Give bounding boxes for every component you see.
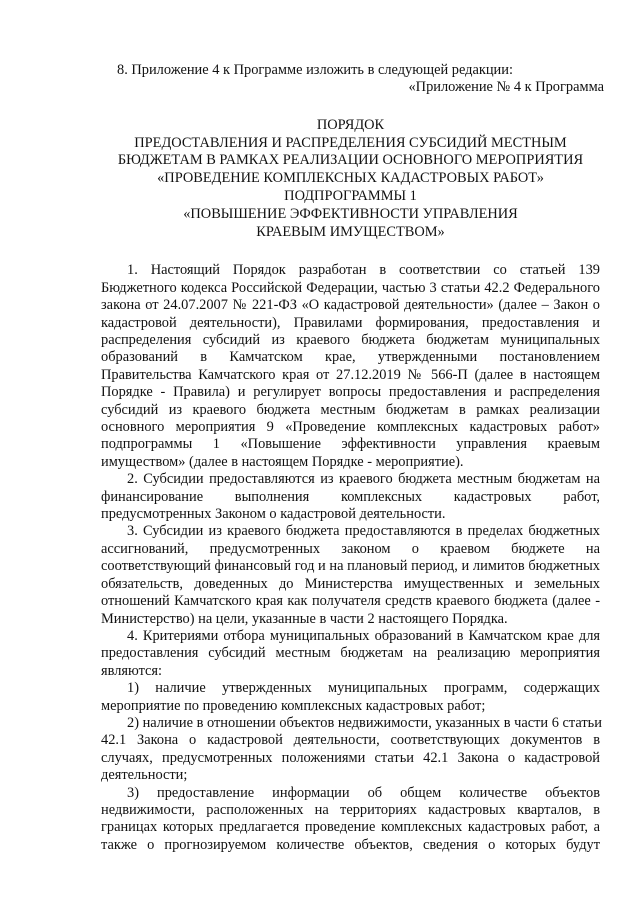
paragraph-line: 42.1 Закона о кадастровой деятельности, соответствующих документов в (101, 732, 600, 749)
paragraph (101, 715, 600, 785)
paragraph-line: имуществом» (далее в настоящем Порядке - мероприятие). (101, 453, 464, 470)
paragraph-line: Порядке - Правила) и регулирует вопросы предоставления и распределения (101, 384, 600, 401)
title-line: «ПРОВЕДЕНИЕ КОМПЛЕКСНЫХ КАДАСТРОВЫХ РАБОТ» (157, 170, 544, 187)
appendix-heading: «Приложение № 4 к Программа (408, 79, 604, 96)
title-line: КРАЕВЫМ ИМУЩЕСТВОМ» (256, 223, 445, 240)
paragraph-line: обязательств, доведенных до Министерства имущественных и земельных (101, 575, 600, 592)
paragraph-line: образований в Камчатском крае, утвержденными постановлением (101, 349, 600, 366)
paragraph (101, 785, 600, 855)
paragraph-line: деятельности; (101, 767, 188, 784)
paragraph-line: финансирование выполнения комплексных кадастровых работ, (101, 488, 600, 505)
paragraph-line: соответствующий финансовый год и на плановый период, и лимитов бюджетных (101, 558, 600, 575)
paragraph-line: отношений Камчатского края как получателя средств краевого бюджета (далее - (101, 593, 600, 610)
paragraph-line: закона от 24.07.2007 № 221-ФЗ «О кадастровой деятельности» (далее – Закон о (101, 297, 600, 314)
document-title (101, 117, 600, 242)
paragraph-line: случаях, предусмотренных положениями статьи 42.1 Закона о кадастровой (101, 749, 600, 766)
paragraph-line: 1. Настоящий Порядок разработан в соответствии со статьей 139 (127, 262, 600, 279)
paragraph-line: мероприятие по проведению комплексных кадастровых работ; (101, 697, 486, 714)
title-line: БЮДЖЕТАМ В РАМКАХ РЕАЛИЗАЦИИ ОСНОВНОГО МЕРОПРИЯТИЯ (117, 152, 584, 169)
title-line: ПОДПРОГРАММЫ 1 (284, 188, 417, 204)
paragraph (101, 262, 600, 471)
paragraph-line: 4. Критериями отбора муниципальных образований в Камчатском крае для (127, 627, 600, 644)
paragraph-line: кадастровой деятельности), Правилами формирования, предоставления и (101, 314, 600, 331)
document-body (101, 262, 600, 854)
title-line: ПОРЯДОК (316, 116, 385, 133)
paragraph-line: Министерство) на цели, указанные в части 2 настоящего Порядка. (101, 610, 508, 627)
paragraph-line: 3) предоставление информации об общем количестве объектов (127, 784, 600, 801)
title-line: «ПОВЫШЕНИЕ ЭФФЕКТИВНОСТИ УПРАВЛЕНИЯ (183, 205, 518, 222)
paragraph-line: распределения субсидий из краевого бюджета бюджетам муниципальных (101, 332, 600, 349)
paragraph-line: 1) наличие утвержденных муниципальных программ, содержащих (127, 680, 600, 697)
paragraph-line: основного мероприятия 9 «Проведение комплексных кадастровых работ» (101, 419, 600, 436)
paragraph-line: подпрограммы 1 «Повышение эффективности управления краевым (101, 436, 600, 453)
paragraph-line: Правительства Камчатского края от 27.12.2019 № 566-П (далее в настоящем (101, 366, 600, 383)
amendment-intro (101, 62, 604, 97)
paragraph-line: 3. Субсидии из краевого бюджета предоставляются в пределах бюджетных (127, 523, 600, 540)
paragraph-line: недвижимости, расположенных на территориях кадастровых кварталов, в (101, 801, 600, 818)
paragraph (101, 523, 600, 627)
paragraph-line: ассигнований, предусмотренных законом о краевом бюджете на (101, 540, 600, 557)
paragraph-line: Бюджетного кодекса Российской Федерации, частью 3 статьи 42.2 Федерального (101, 279, 600, 296)
paragraph-line: предоставления субсидий местным бюджетам на реализацию мероприятия (101, 645, 600, 662)
paragraph (101, 680, 600, 715)
paragraph-line: 2. Субсидии предоставляются из краевого бюджета местным бюджетам на (127, 471, 600, 488)
paragraph-line: также о прогнозируемом количестве объектов, сведения о которых будут (101, 836, 600, 853)
paragraph-line: 2) наличие в отношении объектов недвижимости, указанных в части 6 статьи (127, 714, 602, 731)
paragraph (101, 628, 600, 680)
amendment-instruction: 8. Приложение 4 к Программе изложить в следующей редакции: (117, 62, 513, 78)
paragraph-line: субсидий из краевого бюджета местным бюджетам в рамках реализации (101, 401, 600, 418)
title-line: ПРЕДОСТАВЛЕНИЯ И РАСПРЕДЕЛЕНИЯ СУБСИДИЙ МЕСТНЫМ (134, 134, 567, 151)
paragraph-line: являются: (101, 662, 163, 679)
paragraph-line: предусмотренных Законом о кадастровой деятельности. (101, 506, 446, 523)
paragraph (101, 471, 600, 523)
paragraph-line: границах которых предлагается проведение комплексных кадастровых работ, а (101, 819, 600, 836)
